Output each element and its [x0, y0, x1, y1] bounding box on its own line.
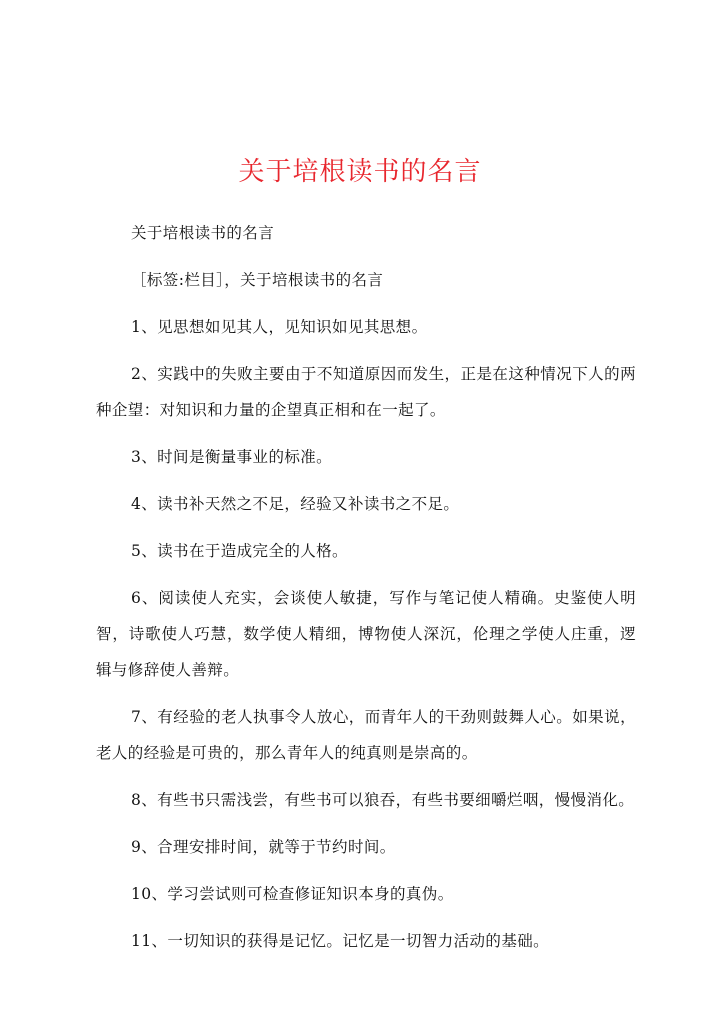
- quote-4: 4、读书补天然之不足，经验又补读书之不足。: [131, 495, 460, 513]
- quote-3: 3、时间是衡量事业的标准。: [131, 448, 333, 466]
- document-title: 关于培根读书的名言: [238, 157, 482, 187]
- paragraph-intro: 关于培根读书的名言: [131, 224, 275, 242]
- quote-9: 9、合理安排时间，就等于节约时间。: [131, 838, 396, 856]
- quote-6: 6、阅读使人充实，会谈使人敏捷，写作与笔记使人精确。史鉴使人明智，诗歌使人巧慧，数学使人精细，博物使人深沉，伦理之学使人庄重，逻辑与修辞使人善辩。: [96, 589, 636, 679]
- quote-10: 10、学习尝试则可检查修证知识本身的真伪。: [131, 885, 454, 903]
- quote-11: 11、一切知识的获得是记忆。记忆是一切智力活动的基础。: [131, 932, 550, 950]
- quote-5: 5、读书在于造成完全的人格。: [131, 542, 348, 560]
- quote-1: 1、见思想如见其人，见知识如见其思想。: [131, 318, 428, 336]
- quote-2: 2、实践中的失败主要由于不知道原因而发生，正是在这种情况下人的两种企望：对知识和力量的企望真正相和在一起了。: [96, 365, 636, 419]
- document-body: [96, 215, 636, 970]
- quote-8: 8、有些书只需浅尝，有些书可以狼吞，有些书要细嚼烂咽，慢慢消化。: [131, 791, 635, 809]
- paragraph-tags: ［标签:栏目］，关于培根读书的名言: [131, 271, 384, 289]
- quote-7: 7、有经验的老人执事令人放心，而青年人的干劲则鼓舞人心。如果说，老人的经验是可贵的，那么青年人的纯真则是崇高的。: [96, 708, 636, 762]
